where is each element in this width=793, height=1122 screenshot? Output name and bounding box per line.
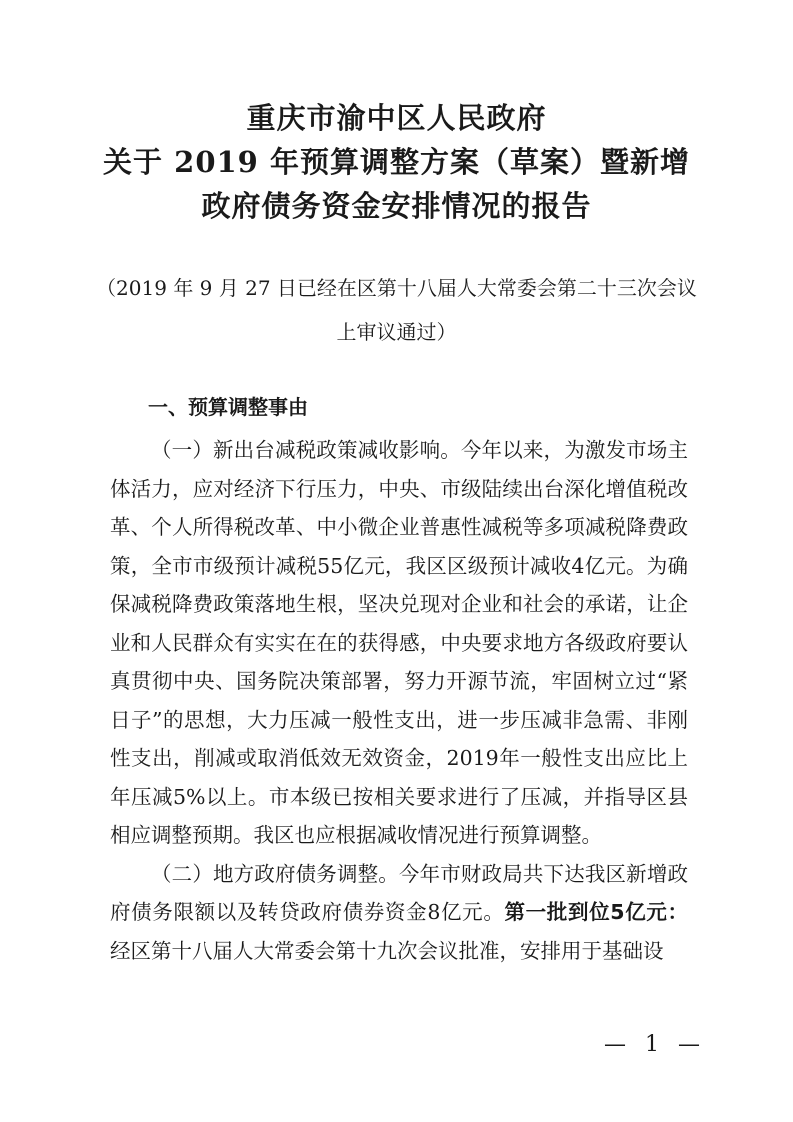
title-line-1: 重庆市渝中区人民政府 bbox=[246, 101, 547, 135]
document-title bbox=[0, 96, 793, 228]
title-line-3: 政府债务资金安排情况的报告 bbox=[201, 189, 592, 223]
paragraph-government-debt bbox=[110, 855, 688, 971]
approval-note-line-2: 上审议通过） bbox=[336, 320, 457, 344]
first-batch-emphasis: 第一批到位5亿元： bbox=[504, 900, 689, 924]
section-heading: 一、预算调整事由 bbox=[148, 395, 308, 419]
approval-note-line-1: （2019 年 9 月 27 日已经在区第十八届人大常委会第二十三次会议 bbox=[96, 276, 697, 300]
paragraph-debt-intro: （二）地方政府债务调整。今年市财政局共下达我区新增政府债务限额以及转贷政府债券资金8亿元。 bbox=[110, 861, 688, 924]
title-line-2: 关于 2019 年预算调整方案（草案）暨新增 bbox=[103, 145, 690, 179]
paragraph-debt-continuation: 经区第十八届人大常委会第十九次会议批准，安排用于基础设 bbox=[110, 938, 664, 963]
page-number: — 1 — bbox=[604, 1032, 706, 1057]
body-text bbox=[110, 431, 688, 970]
approval-note bbox=[0, 266, 793, 354]
paragraph-tax-reduction: （一）新出台减税政策减收影响。今年以来，为激发市场主体活力，应对经济下行压力，中央、市级陆续出台深化增值税改革、个人所得税改革、中小微企业普惠性减税等多项减税降费政策，全市市级预计减税55亿元，我区区级预计减收4亿元。为确保减税降费政策落地生根，坚决兑现对企业和社会的承诺，让企业和人民群众有实实在在的获得感，中央要求地方各级政府要认真贯彻中央、国务院决策部署，努力开源节流，牢固树立过“紧日子”的思想，大力压减一般性支出，进一步压减非急需、非刚性支出，削减或取消低效无效资金，2019年一般性支出应比上年压减5%以上。市本级已按相关要求进行了压减，并指导区县相应调整预期。我区也应根据减收情况进行预算调整。 bbox=[110, 438, 688, 847]
